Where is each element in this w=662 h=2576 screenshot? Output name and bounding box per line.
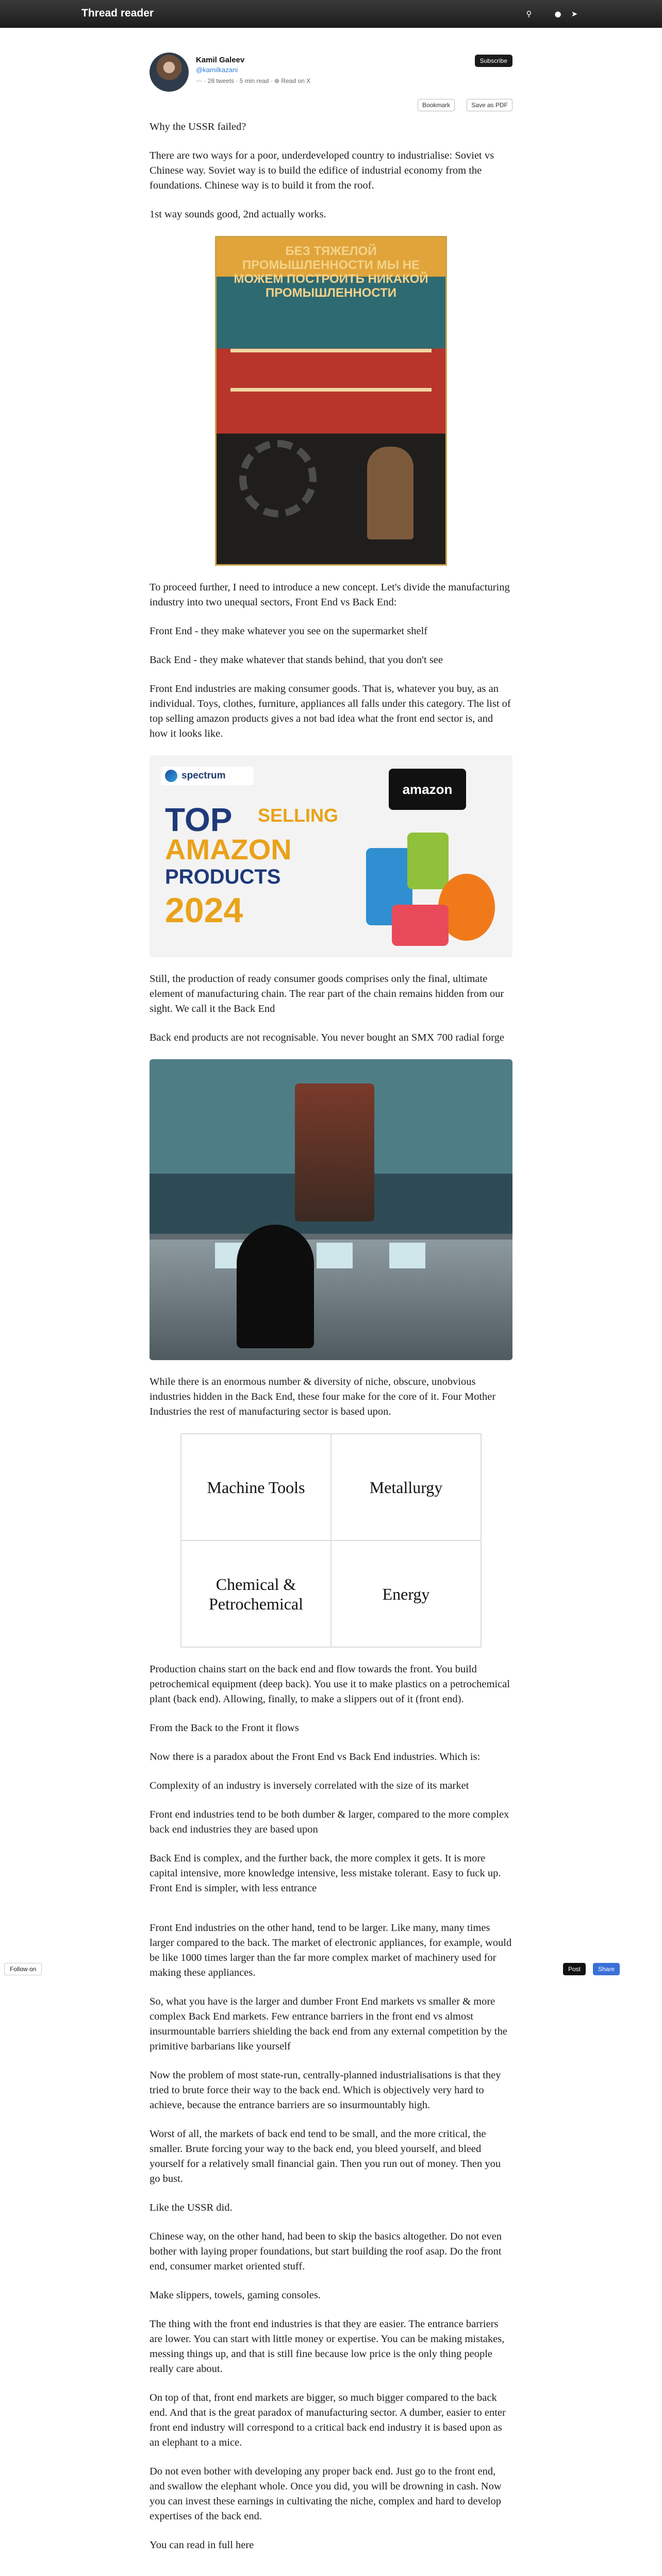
monitor-screen [389,1243,425,1268]
avatar[interactable] [150,53,189,92]
tweet-text: You can read in full here [150,2539,254,2551]
spectrum-icon [165,770,177,782]
spectrum-logo [161,767,254,785]
share-icon[interactable]: ➤ [571,9,578,19]
tweet-text: Back end products are not recognisable. You never bought an SMX 700 radial forge [150,1032,504,1043]
worker-figure [367,447,413,539]
factory-control-room-image[interactable] [150,1059,512,1360]
post-x-button[interactable]: Post [563,1963,586,1975]
tweet-text: Still, the production of ready consumer goods comprises only the final, ultimate element of manufacturing chain. The rear part of the chain remains hidden from our sight. We call it the Back End [150,973,504,1014]
tweet-text: Make slippers, towels, gaming consoles. [150,2290,321,2301]
tweet-text: Production chains start on the back end and flow towards the front. You build petrochemical equipment (deep back). You use it to make plastics on a petrochemical plant (back end). Allowing, finally, to make a slippers out of it (front end). [150,1664,510,1705]
monitor-screen [317,1243,353,1268]
floating-share-bar [0,1961,662,1978]
tweet-text: On top of that, front end markets are bigger, so much bigger compared to the back end. And that is the great paradox of manufacturing sector. A dumber, easier to enter front end industry will correspond to a critical back end industry it is based upon as an elephant to a mice. [150,2392,506,2448]
tweet-text: From the Back to the Front it flows [150,1722,299,1734]
tweet-text: Do not even bother with developing any proper back end. Just go to the front end, and swallow the elephant whole. Once you did, you will be drowning in cash. Now you can invest these earnings in cultivating the niche, complex and hard to develop expertises of the back end. [150,2466,502,2522]
tweet-text: Now there is a paradox about the Front End vs Back End industries. Which is: [150,1751,481,1762]
tweet-text: Front End industries are making consumer goods. That is, whatever you buy, as an individual. Toys, clothes, furniture, appliances all falls under this category. The list of top selling amazon products gives a not bad idea what the front end sector is, and how it looks like. [150,683,511,739]
img-amazon: AMAZON [165,833,292,866]
poster-caption: БЕЗ ТЯЖЕЛОЙ ПРОМЫШЛЕННОСТИ МЫ НЕ МОЖЕМ ПОСТРОИТЬ НИКАКОЙ ПРОМЫШЛЕННОСТИ [234,244,428,300]
tweet-text: Why the USSR failed? [150,121,246,132]
img-selling: SELLING [258,805,339,826]
bookmark-button[interactable]: Bookmark [418,99,455,111]
industry-cell: Machine Tools [181,1434,331,1540]
soviet-poster-image[interactable] [215,236,447,566]
author-header [150,53,512,109]
poster-band [230,349,432,352]
four-industries-image[interactable] [180,1433,482,1648]
product-shape [407,833,449,889]
tweet-text: Complexity of an industry is inversely correlated with the size of its market [150,1780,469,1791]
gear-icon [239,440,317,517]
industry-cell: Metallurgy [331,1434,481,1540]
user-icon[interactable]: ● [554,9,561,19]
tweet-text: While there is an enormous number & diversity of niche, obscure, unobvious industries hidden in the Back End, these four make for the core of it. Four Mother Industries the rest of manufacturing sector is based upon. [150,1376,496,1417]
follow-button[interactable] [4,1963,42,1975]
poster-band [230,388,432,392]
thread-body [150,120,512,2576]
tweet-text: Back End is complex, and the further back, the more complex it gets. It is more capital intensive, more knowledge intensive, less mistake tolerant. Easy to fuck up. Front End is simpler, with less entrance [150,1853,501,1894]
industry-cell: Chemical & Petrochemical [181,1540,331,1647]
forge-machine [295,1083,375,1222]
industry-cell: Energy [331,1540,481,1647]
save-pdf-button[interactable]: Save as PDF [467,99,512,111]
follow-label: Follow on [10,1965,37,1973]
tweet-text: Chinese way, on the other hand, had been to skip the basics altogether. Do not even bother with laying proper foundations, but start building the roof asap. Do the front end, consumer market oriented stuff. [150,2231,502,2272]
author-name[interactable]: Kamil Galeev [196,56,245,64]
tweet-text: Front End - they make whatever you see on the supermarket shelf [150,625,428,637]
tweet-text: There are two ways for a poor, underdeveloped country to industrialise: Soviet vs Chinese way. Soviet way is to build the edifice of industrial economy from the foundations. Chinese way is to build it from the roof. [150,150,494,191]
tweet-text: Now the problem of most state-run, centrally-planned industrialisations is that they tried to brute force their way to the back end. Which is objectively very hard to achieve, because the entrance barriers are so insurmountably high. [150,2070,501,2111]
search-icon[interactable]: ⚲ [526,9,532,19]
tweet-text: Back End - they make whatever that stands behind, that you don't see [150,654,443,666]
top-navbar [0,0,662,28]
thread-meta: ⋯ · 28 tweets · 5 min read · ⊕ Read on X [196,77,311,84]
amazon-badge: amazon [389,769,466,810]
tweet-text: Front end industries tend to be both dumber & larger, compared to the more complex back end industries they are based upon [150,1809,509,1835]
author-handle[interactable]: @kamilkazani [196,66,238,74]
tweet-text: Front End industries on the other hand, tend to be larger. Like many, many times larger compared to the back. The market of electronic appliances, for example, would be like 1000 times larger than the far more complex market of machinery used for making these appliances. [150,1922,512,1978]
spectrum-text: spectrum [181,770,226,781]
tweet-text: 1st way sounds good, 2nd actually works. [150,209,326,220]
product-shape [392,905,449,946]
subscribe-button[interactable]: Subscribe [475,55,512,67]
tweet-text: Like the USSR did. [150,2202,233,2213]
tweet-text: To proceed further, I need to introduce a new concept. Let's divide the manufacturing industry into two unequal sectors, Front End vs Back End: [150,582,510,608]
share-facebook-button[interactable]: Share [593,1963,620,1975]
img-products: PRODUCTS [165,866,281,888]
tweet-text: So, what you have is the larger and dumber Front End markets vs smaller & more complex Back End markets. Few entrance barriers in the front end vs almost insurmountable barriers shielding the back end from any external competition by the primitive barbarians like yourself [150,1996,507,2052]
img-top: TOP [165,801,233,838]
tweet-text: The thing with the front end industries is that they are easier. The entrance barriers are lower. You can start with little money or expertise. You can be making mistakes, messing things up, and that is still fine because low price is the only thing people really care about. [150,2318,505,2375]
amazon-products-image[interactable] [150,755,512,957]
img-year: 2024 [165,891,243,930]
tweet-text: Worst of all, the markets of back end tend to be small, and the more critical, the smaller. Brute forcing your way to the back end, you bleed yourself, and bleed yourself for a relatively small financial gain. Then you run out of money. Then you go bust. [150,2128,501,2184]
brand-logo[interactable]: Thread reader [81,7,154,19]
operator-silhouette [237,1225,314,1348]
